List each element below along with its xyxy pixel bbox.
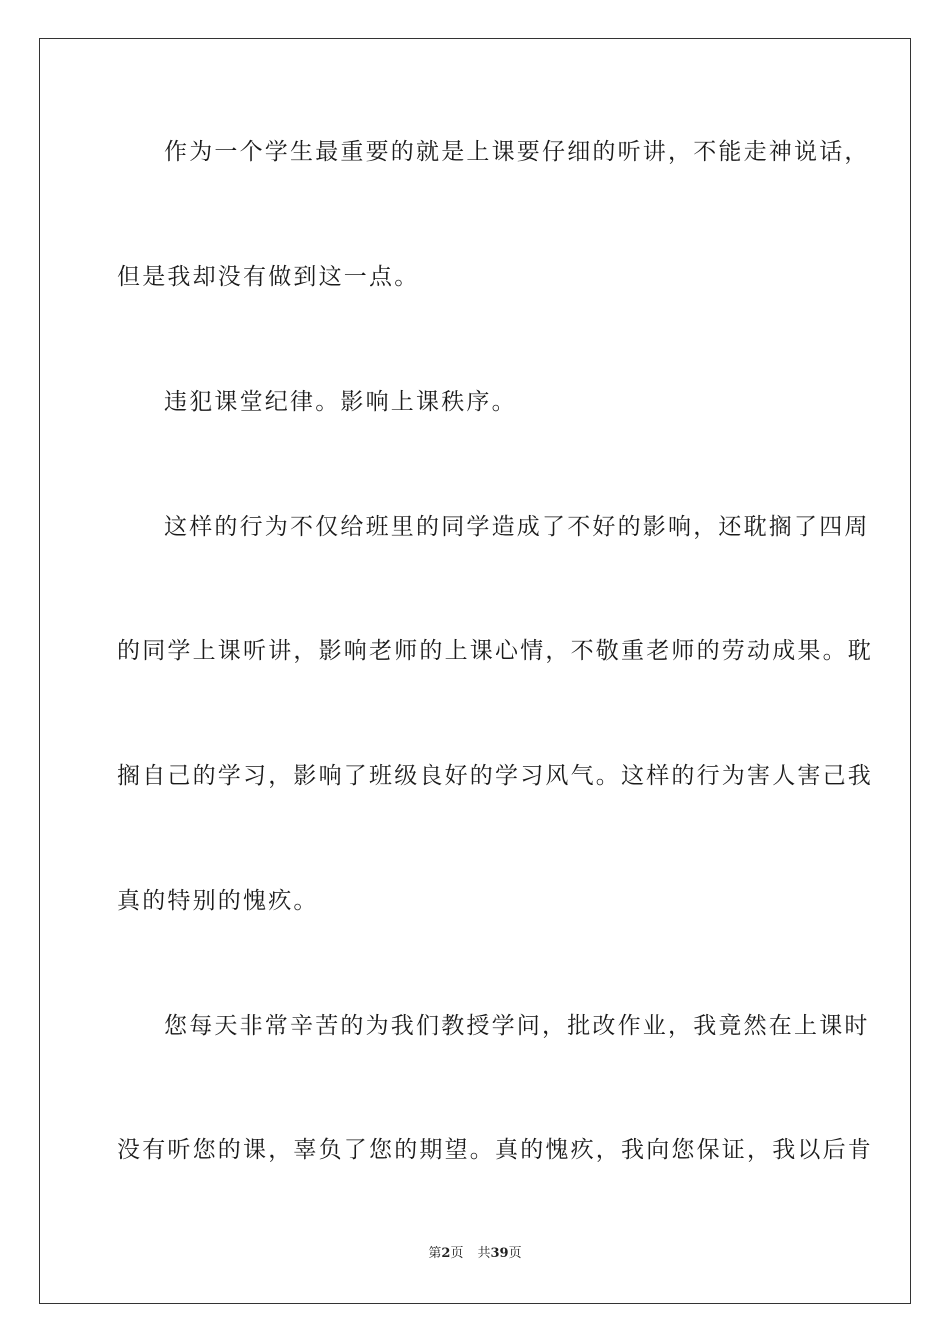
paragraph-line: 您每天非常辛苦的为我们教授学问，批改作业，我竟然在上课时 [164, 1013, 870, 1039]
paragraph-line: 但是我却没有做到这一点。 [117, 264, 420, 290]
page-suffix: 页 [450, 1246, 464, 1261]
paragraph-line: 搁自己的学习，影响了班级良好的学习风气。这样的行为害人害己我 [117, 763, 873, 789]
page-footer [0, 1245, 950, 1263]
paragraph-line: 违犯课堂纪律。影响上课秩序。 [164, 389, 517, 415]
paragraph-line: 这样的行为不仅给班里的同学造成了不好的影响，还耽搁了四周 [164, 514, 870, 540]
total-suffix: 页 [508, 1246, 522, 1261]
total-prefix: 共 [477, 1246, 491, 1261]
page-prefix: 第 [428, 1246, 442, 1261]
page-border [39, 38, 911, 1304]
paragraph-line: 没有听您的课，辜负了您的期望。真的愧疚，我向您保证，我以后肯 [117, 1137, 873, 1163]
paragraph-line: 真的特别的愧疚。 [117, 888, 319, 914]
page-number: 2 [441, 1246, 451, 1261]
paragraph-line: 的同学上课听讲，影响老师的上课心情，不敬重老师的劳动成果。耽 [117, 638, 873, 664]
paragraph-line: 作为一个学生最重要的就是上课要仔细的听讲，不能走神说话， [164, 139, 870, 165]
total-pages: 39 [490, 1246, 509, 1261]
